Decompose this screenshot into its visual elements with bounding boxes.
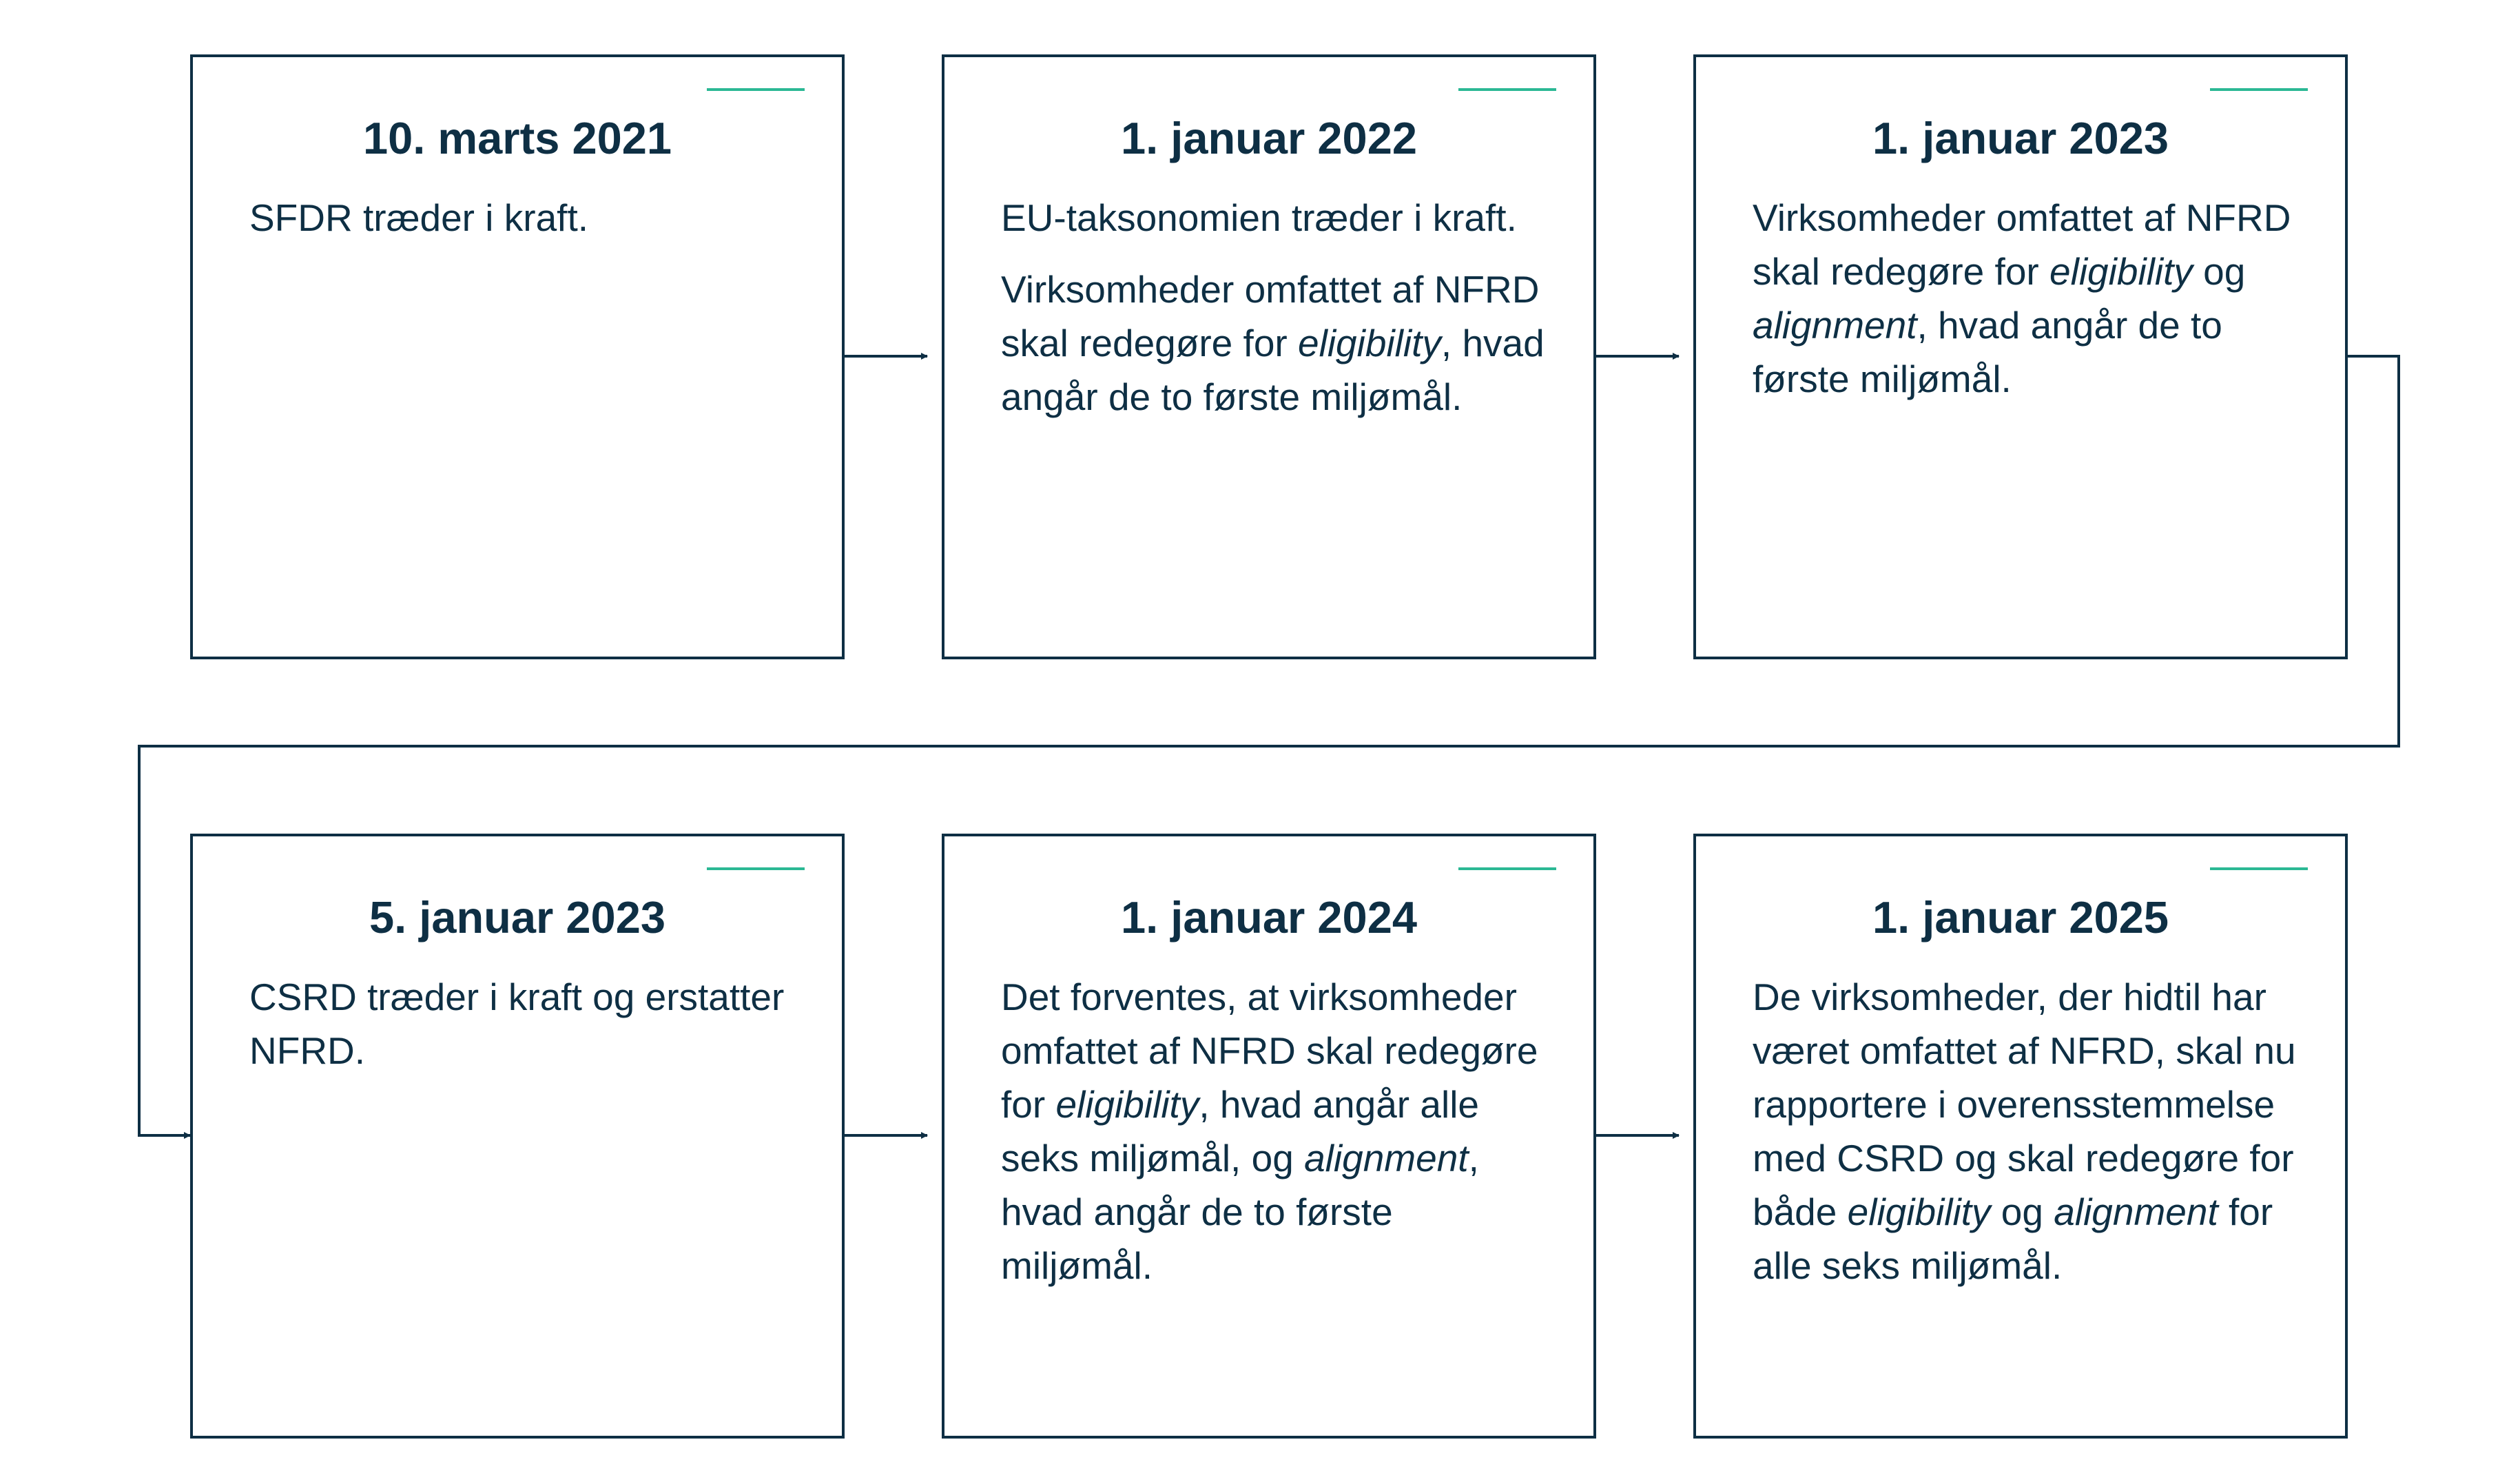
text-run: Virksomheder omfattet af NFRD skal redegøre for: [1001, 268, 1540, 364]
step-description: [1753, 970, 2297, 1310]
text-run: , hvad angår de to første miljømål.: [1753, 304, 2222, 400]
step-description: [1753, 191, 2297, 424]
text-run: , hvad angår de to første miljømål.: [1001, 322, 1545, 418]
accent-line: [2210, 867, 2308, 870]
emphasized-term: alignment: [2054, 1191, 2218, 1233]
step-paragraph: [1001, 191, 1545, 245]
step-paragraph: [249, 970, 794, 1078]
text-run: Det forventes, at virksomheder omfattet af NFRD skal redegøre for: [1001, 976, 1538, 1126]
step-date: 1. januar 2023: [1872, 113, 2169, 163]
accent-line: [707, 88, 805, 91]
step-date: 5. januar 2023: [369, 892, 665, 942]
step-description: [249, 191, 794, 262]
step-paragraph: [1001, 262, 1545, 424]
step-paragraph: [1001, 970, 1545, 1292]
text-run: , hvad angår de to første miljømål.: [1001, 1137, 1479, 1287]
text-run: for alle seks miljømål.: [1753, 1191, 2273, 1287]
text-run: og: [1990, 1191, 2054, 1233]
step-paragraph: [1753, 970, 2297, 1292]
emphasized-term: eligibility: [1847, 1191, 1991, 1233]
timeline-step-2023-01-05: [190, 834, 845, 1439]
accent-line: [2210, 88, 2308, 91]
emphasized-term: eligibility: [1298, 322, 1441, 364]
text-run: og: [2192, 250, 2246, 293]
text-run: Virksomheder omfattet af NFRD skal redegøre for: [1753, 196, 2291, 293]
text-run: CSRD træder i kraft og erstatter NFRD.: [249, 976, 785, 1072]
text-run: EU-taksonomien træder i kraft.: [1001, 196, 1517, 239]
timeline-step-2021-03-10: [190, 54, 845, 659]
step-description: [1001, 191, 1545, 442]
timeline-step-2025-01-01: [1693, 834, 2348, 1439]
emphasized-term: eligibility: [1055, 1083, 1199, 1126]
timeline-step-2023-01-01: [1693, 54, 2348, 659]
text-run: De virksomheder, der hidtil har været omfattet af NFRD, skal nu rapportere i overensstemmelse med CSRD og skal redegøre for både: [1753, 976, 2296, 1233]
step-paragraph: [249, 191, 794, 245]
step-date: 1. januar 2022: [1121, 113, 1417, 163]
text-run: SFDR træder i kraft.: [249, 196, 589, 239]
emphasized-term: eligibility: [2049, 250, 2193, 293]
timeline-step-2022-01-01: [942, 54, 1596, 659]
step-date: 1. januar 2024: [1121, 892, 1417, 942]
step-description: [249, 970, 794, 1095]
emphasized-term: alignment: [1753, 304, 1917, 347]
step-date: 1. januar 2025: [1872, 892, 2169, 942]
accent-line: [707, 867, 805, 870]
step-description: [1001, 970, 1545, 1310]
text-run: , hvad angår alle seks miljømål, og: [1001, 1083, 1480, 1179]
timeline-step-2024-01-01: [942, 834, 1596, 1439]
step-date: 10. marts 2021: [362, 113, 672, 163]
emphasized-term: alignment: [1304, 1137, 1469, 1179]
accent-line: [1458, 88, 1556, 91]
accent-line: [1458, 867, 1556, 870]
step-paragraph: [1753, 191, 2297, 406]
